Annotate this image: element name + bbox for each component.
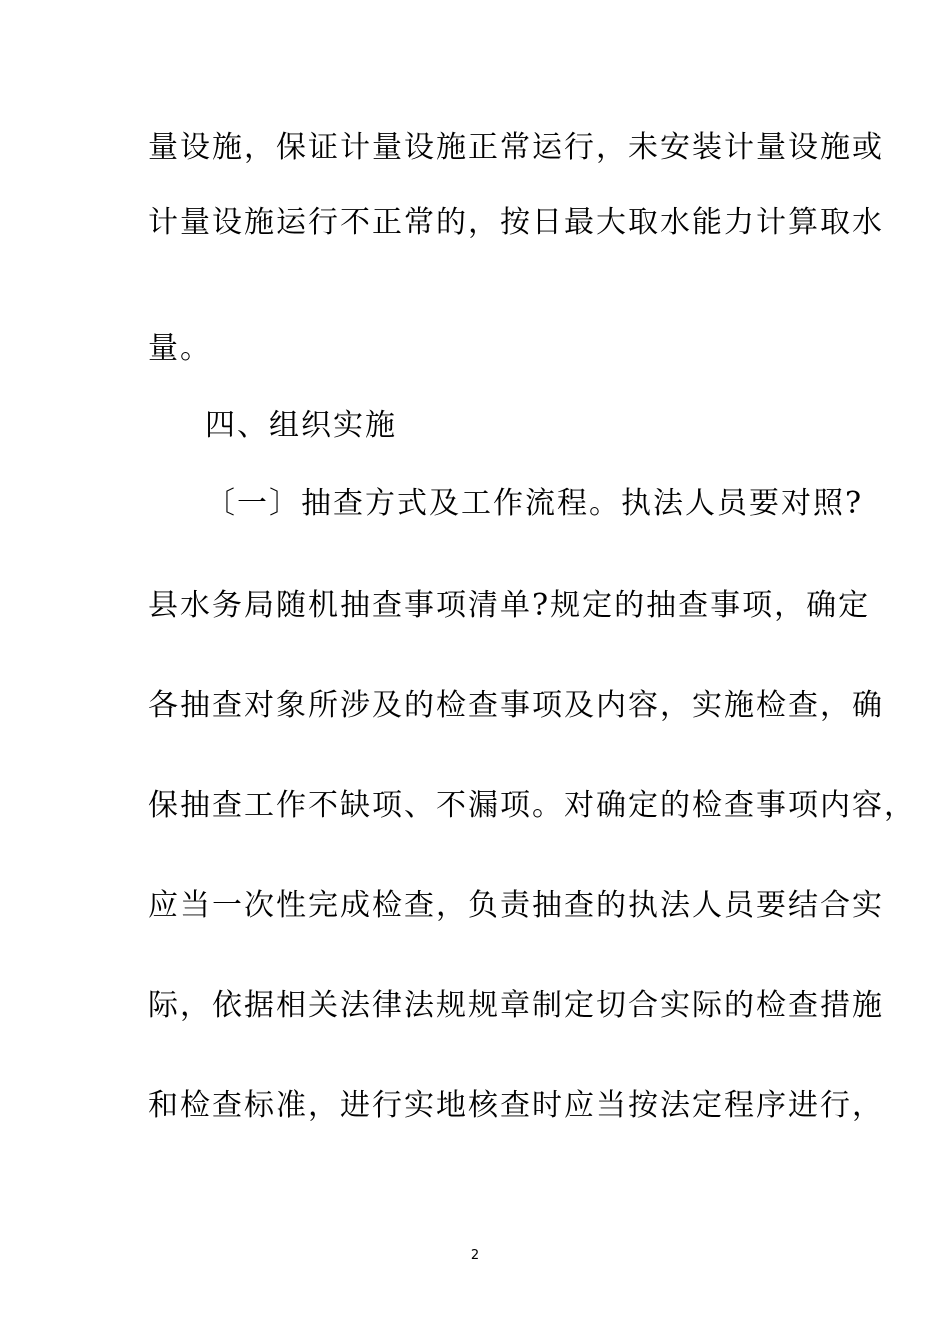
body-text-line: 〔一〕抽查方式及工作流程。执法人员要对照? xyxy=(205,486,864,521)
body-text-line: 保抽查工作不缺项、不漏项。对确定的检查事项内容， xyxy=(148,788,916,823)
body-text-line: 际，依据相关法律法规规章制定切合实际的检查措施 xyxy=(148,988,884,1023)
body-text-line: 和检查标准，进行实地核查时应当按法定程序进行， xyxy=(148,1088,884,1123)
body-text-line: 县水务局随机抽查事项清单?规定的抽查事项，确定 xyxy=(148,588,871,623)
body-text-line: 量设施，保证计量设施正常运行，未安装计量设施或 xyxy=(148,130,884,165)
body-text-line: 量。 xyxy=(148,331,212,366)
body-text-line: 应当一次性完成检查，负责抽查的执法人员要结合实 xyxy=(148,888,884,923)
section-heading: 四、组织实施 xyxy=(205,408,397,443)
body-text-line: 计量设施运行不正常的，按日最大取水能力计算取水 xyxy=(148,205,884,240)
body-text-line: 各抽查对象所涉及的检查事项及内容，实施检查，确 xyxy=(148,688,884,723)
page-number: 2 xyxy=(470,1248,480,1263)
